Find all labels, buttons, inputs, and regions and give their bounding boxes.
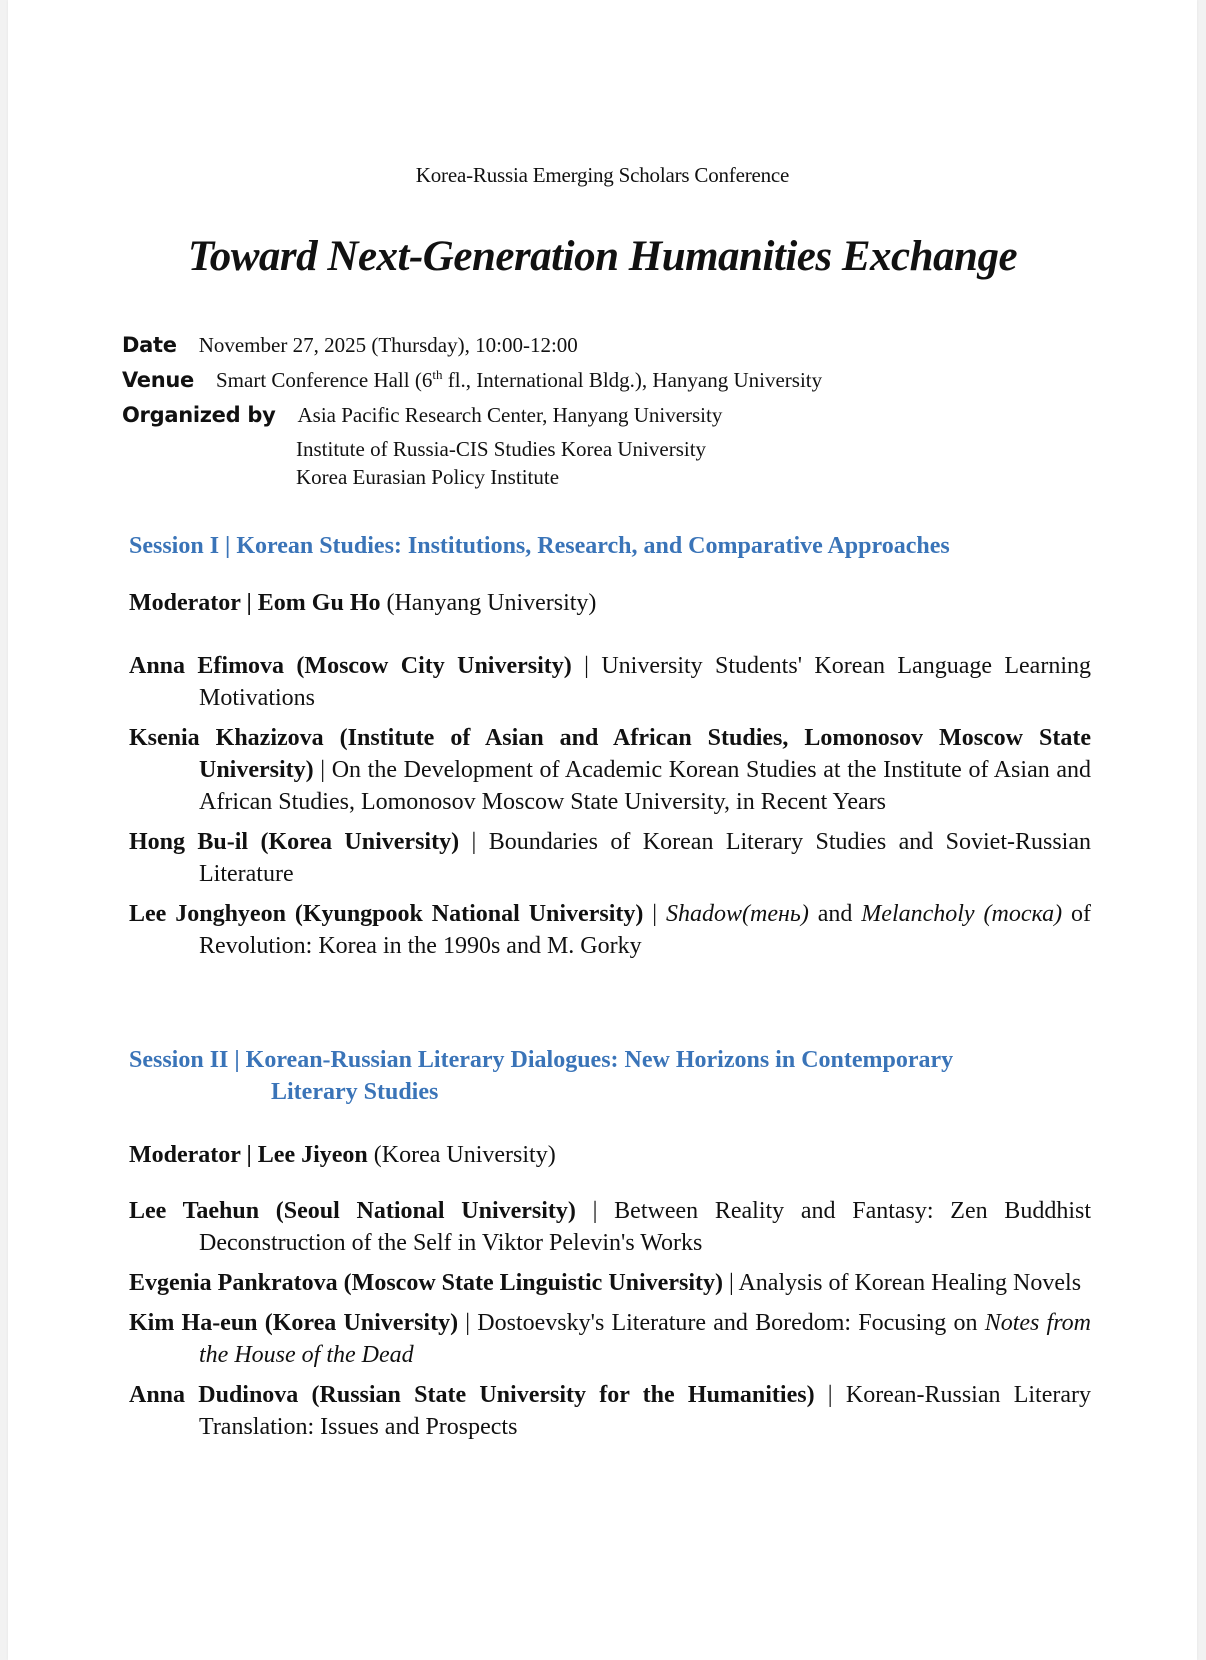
talk-speaker: Kim Ha-eun (Korea University) (129, 1310, 459, 1336)
session-2-talks (129, 1195, 1091, 1451)
moderator-affiliation: (Hanyang University) (380, 590, 597, 616)
session-heading-text: Literary Studies (271, 1079, 439, 1105)
moderator-affiliation: (Korea University) (367, 1142, 556, 1168)
organizer-item: Korea Eurasian Policy Institute (296, 465, 560, 489)
talk-speaker: Anna Dudinova (Russian State University for the Humanities) (129, 1382, 815, 1408)
talk-item (129, 1195, 1091, 1259)
session-heading-text: Session I | Korean Studies: Institutions, Research, and Comparative Approaches (129, 533, 950, 559)
talk-separator: | (313, 757, 332, 783)
session-2-moderator (129, 1139, 556, 1171)
venue-text-part: fl., International Bldg.), Hanyang University (442, 368, 823, 392)
moderator-name: Moderator | Lee Jiyeon (129, 1142, 368, 1168)
conference-subtitle: Korea-Russia Emerging Scholars Conference (415, 163, 790, 187)
session-1-talks (129, 650, 1091, 970)
venue-value (216, 368, 822, 392)
venue-row (122, 368, 822, 393)
talk-title: Korean-Russian Literary Translation: Issues and Prospects (199, 1382, 1092, 1440)
venue-superscript: th (432, 367, 443, 382)
talk-speaker: Anna Efimova (Moscow City University) (129, 653, 572, 679)
talk-separator: | (814, 1382, 846, 1408)
talk-title-italic: Notes from the House of the Dead (199, 1310, 1091, 1368)
document-page (8, 0, 1197, 1660)
talk-title-italic: Shadow(тень) (666, 901, 809, 927)
talk-speaker: Evgenia Pankratova (Moscow State Linguistic University) (129, 1270, 723, 1296)
talk-separator: | (575, 1198, 615, 1224)
talk-title: Analysis of Korean Healing Novels (738, 1270, 1082, 1296)
talk-speaker: Ksenia Khazizova (Institute of Asian and African Studies, Lomonosov Moscow State University) (129, 725, 1091, 783)
talk-separator: | (722, 1270, 739, 1296)
talk-separator: | (458, 1310, 478, 1336)
talk-item (129, 826, 1091, 890)
session-heading-text: Session II | Korean-Russian Literary Dialogues: New Horizons in Contemporary (129, 1047, 954, 1073)
talk-title: Between Reality and Fantasy: Zen Buddhist Deconstruction of the Self in Viktor Pelevin's Works (199, 1198, 1091, 1256)
talk-item (129, 1307, 1091, 1371)
venue-label: Venue (122, 368, 194, 392)
talk-item (129, 1379, 1091, 1443)
talk-item (129, 898, 1091, 962)
date-value: November 27, 2025 (Thursday), 10:00-12:00 (198, 333, 578, 357)
talk-title: Boundaries of Korean Literary Studies and Soviet-Russian Literature (199, 829, 1091, 887)
organized-by-row (122, 403, 722, 428)
talk-item (129, 650, 1091, 714)
talk-speaker: Lee Jonghyeon (Kyungpook National University) (129, 901, 644, 927)
talk-item (129, 722, 1091, 818)
talk-speaker: Hong Bu-il (Korea University) (129, 829, 460, 855)
organizer-item: Asia Pacific Research Center, Hanyang University (297, 403, 723, 427)
moderator-name: Moderator | Eom Gu Ho (129, 590, 381, 616)
conference-title: Toward Next-Generation Humanities Exchange (187, 233, 1018, 280)
organizer-item: Institute of Russia-CIS Studies Korea University (296, 437, 707, 461)
talk-separator: | (571, 653, 602, 679)
venue-text-part: Smart Conference Hall (6 (216, 368, 433, 392)
talk-speaker: Lee Taehun (Seoul National University) (129, 1198, 576, 1224)
talk-title: and (808, 901, 862, 927)
session-1-moderator (129, 587, 596, 619)
date-label: Date (122, 333, 177, 357)
talk-item (129, 1267, 1091, 1299)
talk-title: of Revolution: Korea in the 1990s and M. Gorky (199, 901, 1091, 959)
organized-by-label: Organized by (122, 403, 276, 427)
session-1-heading (129, 530, 1089, 562)
date-row (122, 333, 578, 358)
talk-separator: | (459, 829, 489, 855)
session-2-heading (129, 1044, 1089, 1108)
talk-title: University Students' Korean Language Learning Motivations (199, 653, 1091, 711)
talk-title: On the Development of Academic Korean Studies at the Institute of Asian and African Studies, Lomonosov Moscow State University, in Recent Years (199, 757, 1091, 815)
talk-separator: | (643, 901, 666, 927)
talk-title-italic: Melancholy (тоска) (861, 901, 1063, 927)
talk-title: Dostoevsky's Literature and Boredom: Focusing on (477, 1310, 985, 1336)
